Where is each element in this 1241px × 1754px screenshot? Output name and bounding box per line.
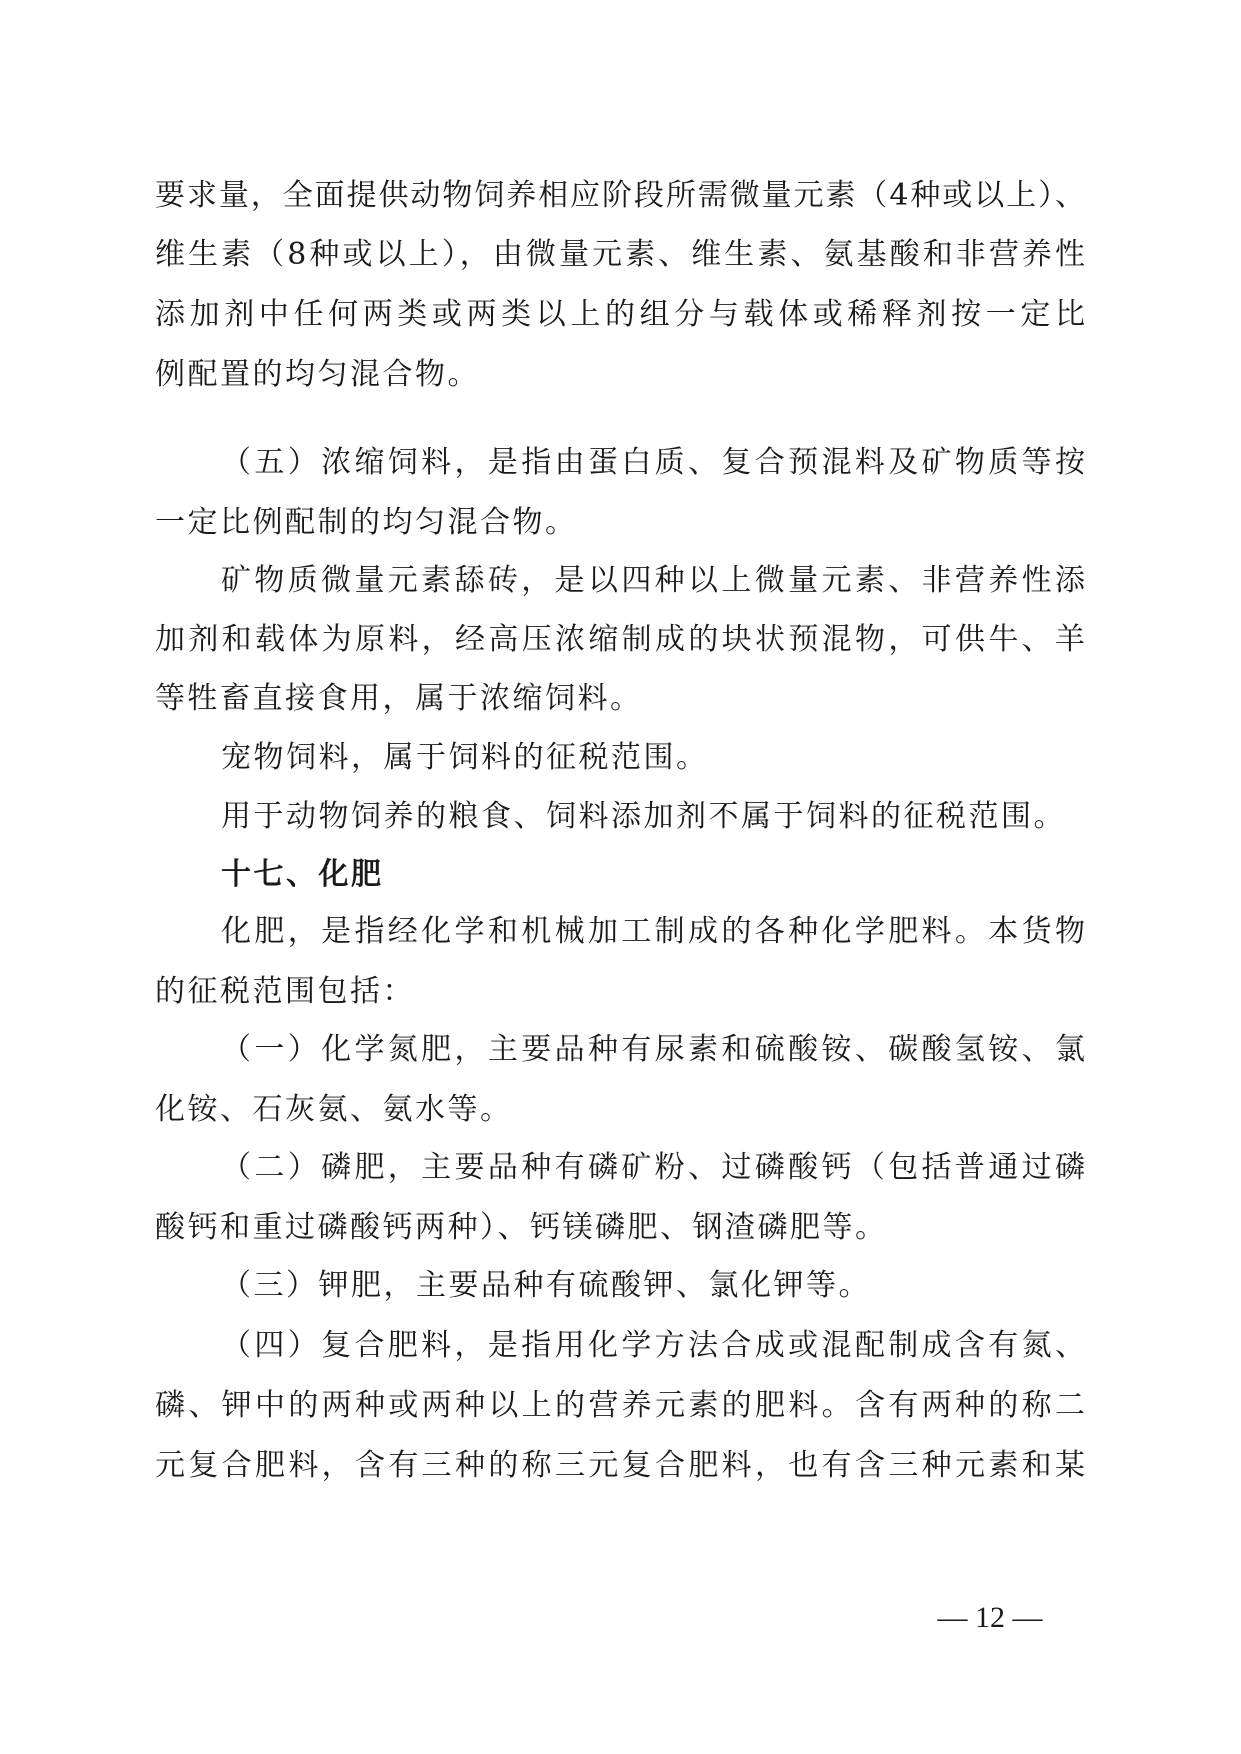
text-line-2: 维生素（8种或以上），由微量元素、维生素、氨基酸和非营养性 <box>155 237 1085 272</box>
text-line-20: （四）复合肥料，是指用化学方法合成或混配制成含有氮、 <box>221 1328 1085 1363</box>
text-line-17: （二）磷肥，主要品种有磷矿粉、过磷酸钙（包括普通过磷 <box>221 1150 1085 1185</box>
text-line-21: 磷、钾中的两种或两种以上的营养元素的肥料。含有两种的称二 <box>155 1388 1085 1423</box>
text-line-1: 要求量，全面提供动物饲养相应阶段所需微量元素（4种或以上）、 <box>155 178 1085 213</box>
text-line-7: 矿物质微量元素舔砖，是以四种以上微量元素、非营养性添 <box>221 563 1085 598</box>
text-line-5: （五）浓缩饲料，是指由蛋白质、复合预混料及矿物质等按 <box>221 445 1085 480</box>
text-line-15: （一）化学氮肥，主要品种有尿素和硫酸铵、碳酸氢铵、氯 <box>221 1032 1085 1067</box>
text-line-16: 化铵、石灰氨、氨水等。 <box>155 1092 513 1127</box>
text-line-22: 元复合肥料，含有三种的称三元复合肥料，也有含三种元素和某 <box>155 1448 1085 1483</box>
text-line-11: 用于动物饲养的粮食、饲料添加剂不属于饲料的征税范围。 <box>221 799 1066 834</box>
text-line-3: 添加剂中任何两类或两类以上的组分与载体或稀释剂按一定比 <box>155 297 1085 332</box>
text-line-18: 酸钙和重过磷酸钙两种）、钙镁磷肥、钢渣磷肥等。 <box>155 1210 888 1245</box>
text-line-19: （三）钾肥，主要品种有硫酸钾、氯化钾等。 <box>221 1268 871 1303</box>
page-number: — 12 — <box>937 1601 1043 1634</box>
text-line-10: 宠物饲料，属于饲料的征税范围。 <box>221 740 709 775</box>
section-heading: 十七、化肥 <box>221 857 384 892</box>
text-line-8: 加剂和载体为原料，经高压浓缩制成的块状预混物，可供牛、羊 <box>155 622 1085 657</box>
text-line-4: 例配置的均匀混合物。 <box>155 357 480 392</box>
text-line-13: 化肥，是指经化学和机械加工制成的各种化学肥料。本货物 <box>221 914 1085 949</box>
text-line-14: 的征税范围包括： <box>155 974 415 1009</box>
text-line-6: 一定比例配制的均匀混合物。 <box>155 505 578 540</box>
text-line-9: 等牲畜直接食用，属于浓缩饲料。 <box>155 681 643 716</box>
